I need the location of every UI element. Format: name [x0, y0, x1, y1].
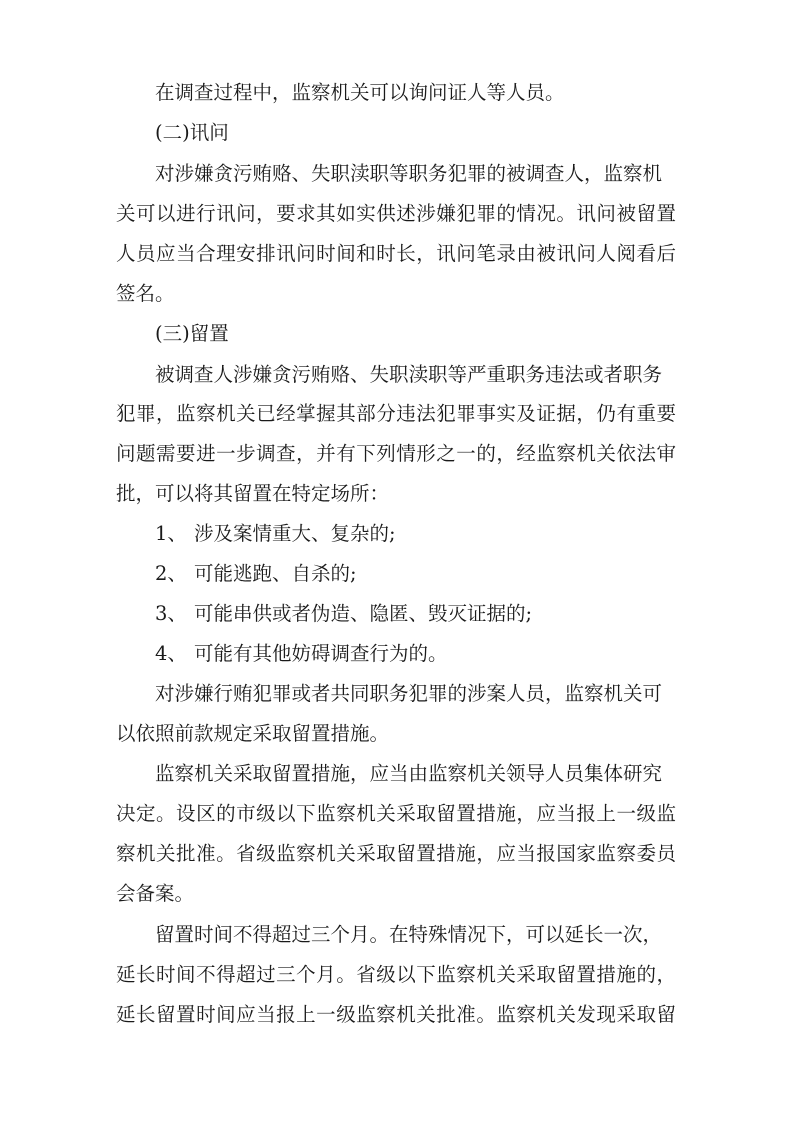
paragraph-line: 人员应当合理安排讯问时间和时长，讯问笔录由被讯问人阅看后 — [116, 242, 676, 265]
section-heading-detention: (三)留置 — [155, 322, 229, 345]
list-item-text: 可能有其他妨碍调查行为的。 — [194, 642, 448, 665]
section-heading-interrogation: (二)讯问 — [155, 121, 229, 144]
paragraph-line: 察机关批准。省级监察机关采取留置措施，应当报国家监察委员 — [116, 842, 676, 865]
list-item-number: 2、 — [155, 562, 187, 585]
paragraph-line: 犯罪，监察机关已经掌握其部分违法犯罪事实及证据，仍有重要 — [116, 402, 676, 425]
paragraph-line: 留置时间不得超过三个月。在特殊情况下，可以延长一次， — [155, 923, 663, 946]
paragraph-line: 延长留置时间应当报上一级监察机关批准。监察机关发现采取留 — [116, 1003, 676, 1026]
list-item-text: 可能串供或者伪造、隐匿、毁灭证据的; — [194, 602, 533, 625]
paragraph-line: 签名。 — [116, 282, 175, 305]
paragraph-line: 关可以进行讯问，要求其如实供述涉嫌犯罪的情况。讯问被留置 — [116, 202, 676, 225]
list-item-number: 4、 — [155, 642, 187, 665]
paragraph-line: 在调查过程中，监察机关可以询问证人等人员。 — [155, 81, 565, 104]
paragraph-line: 会备案。 — [116, 882, 195, 905]
list-item-text: 可能逃跑、自杀的; — [194, 562, 357, 585]
paragraph-line: 问题需要进一步调查，并有下列情形之一的，经监察机关依法审 — [116, 442, 676, 465]
paragraph-line: 对涉嫌行贿犯罪或者共同职务犯罪的涉案人员，监察机关可 — [155, 682, 663, 705]
paragraph-line: 批，可以将其留置在特定场所： — [116, 482, 390, 505]
list-item-number: 1、 — [155, 522, 187, 545]
paragraph-line: 监察机关采取留置措施，应当由监察机关领导人员集体研究 — [155, 762, 663, 785]
paragraph-line: 对涉嫌贪污贿赂、失职渎职等职务犯罪的被调查人，监察机 — [155, 162, 663, 185]
paragraph-line: 延长时间不得超过三个月。省级以下监察机关采取留置措施的， — [116, 963, 676, 986]
list-item-text: 涉及案情重大、复杂的; — [194, 522, 396, 545]
paragraph-line: 被调查人涉嫌贪污贿赂、失职渎职等严重职务违法或者职务 — [155, 363, 663, 386]
paragraph-line: 以依照前款规定采取留置措施。 — [116, 722, 390, 745]
paragraph-line: 决定。设区的市级以下监察机关采取留置措施，应当报上一级监 — [116, 802, 676, 825]
list-item-number: 3、 — [155, 602, 187, 625]
